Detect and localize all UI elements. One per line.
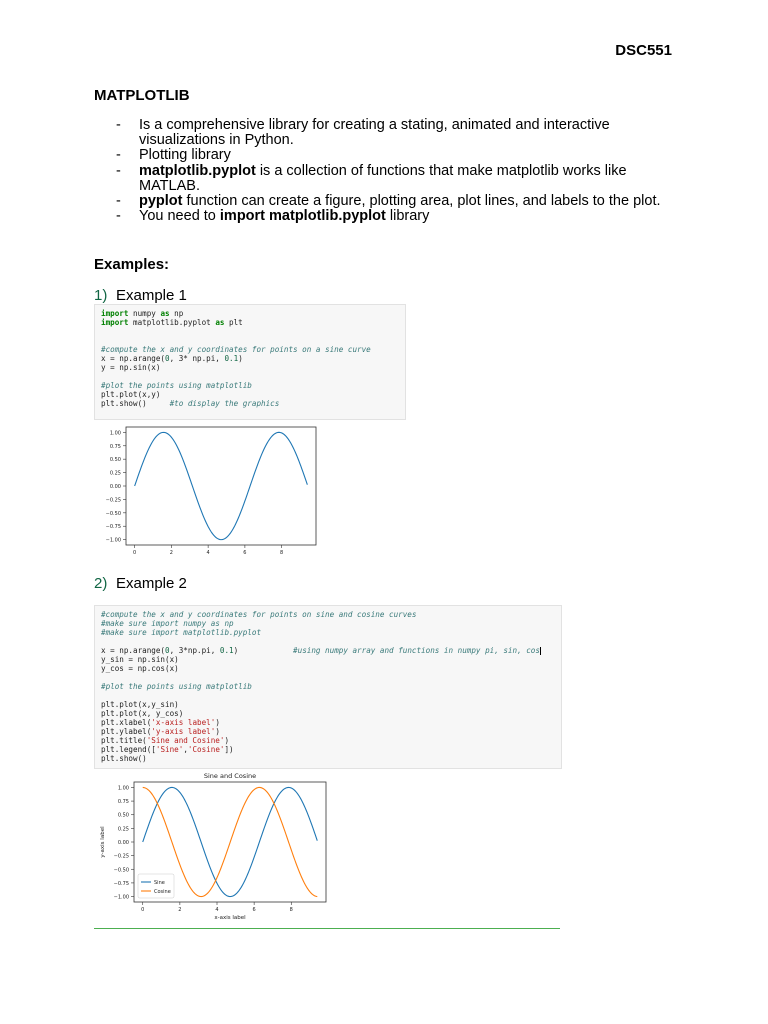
x-tick-label: 4	[206, 550, 210, 556]
y-tick-label: −0.50	[113, 867, 129, 874]
sine-chart	[94, 422, 324, 556]
code-token: )	[233, 646, 294, 655]
code-line	[101, 754, 147, 763]
code-token: plt.ylabel(	[101, 727, 152, 736]
code-line	[101, 619, 234, 628]
plot-frame	[126, 427, 316, 545]
code-token: y_cos = np.cos(x)	[101, 664, 179, 673]
code-token: #make sure import numpy as np	[101, 619, 234, 628]
x-tick-label: 0	[141, 907, 145, 913]
sine-cosine-chart	[94, 770, 334, 924]
text-cursor	[540, 647, 541, 655]
course-code: DSC551	[615, 42, 672, 59]
code-token: import	[101, 318, 129, 327]
x-axis-label: x-axis label	[214, 915, 246, 921]
code-token: np	[169, 309, 184, 318]
x-tick-label: 2	[178, 907, 182, 913]
code-line	[101, 727, 220, 736]
bullet-text	[139, 118, 679, 148]
code-line	[101, 309, 183, 318]
y-tick-label: 0.25	[109, 470, 121, 477]
x-tick-label: 8	[289, 907, 293, 913]
y-tick-label: −1.00	[113, 894, 129, 901]
code-line	[101, 682, 252, 691]
code-token: #compute the x and y coordinates for points on a sine curve	[101, 345, 371, 354]
y-tick-label: 1.00	[117, 785, 129, 792]
y-tick-label: 0.00	[117, 840, 129, 846]
code-token: #compute the x and y coordinates for points on sine and cosine curves	[101, 610, 417, 619]
chart-title: Sine and Cosine	[203, 772, 257, 780]
code-token: ,	[183, 745, 188, 754]
code-line	[101, 381, 252, 390]
section-divider	[94, 928, 560, 929]
legend-label: Cosine	[154, 889, 171, 895]
code-line	[101, 745, 234, 754]
code-token: y = np.sin(x)	[101, 363, 161, 372]
code-token: x = np.arange(	[101, 354, 166, 363]
code-line	[101, 709, 183, 718]
code-cell-example-2	[94, 605, 562, 769]
y-tick-label: 0.00	[109, 484, 121, 490]
y-tick-label: 0.50	[117, 812, 129, 819]
code-token: plt.xlabel(	[101, 718, 152, 727]
code-line	[101, 354, 243, 363]
page-heading: MATPLOTLIB	[94, 87, 190, 104]
example-1-number: 1)	[94, 287, 108, 304]
code-line	[101, 610, 416, 619]
code-token: )	[224, 736, 230, 745]
y-tick-label: 0.75	[109, 443, 121, 450]
code-token: x = np.arange(	[101, 646, 166, 655]
bullet-text-run: MATLAB.	[139, 177, 200, 194]
x-tick-label: 6	[252, 907, 256, 913]
y-tick-label: 0.75	[117, 799, 129, 806]
bullet-dash: -	[116, 193, 121, 209]
code-token: )	[215, 718, 220, 727]
code-token: plt.title(	[101, 736, 147, 745]
example-2-title: Example 2	[116, 575, 187, 592]
code-token: 0	[165, 354, 170, 363]
code-line	[101, 628, 261, 637]
code-token: 'y-axis label'	[151, 727, 216, 736]
code-line	[101, 646, 541, 655]
code-token: plt.show()	[101, 754, 147, 763]
code-token: plt.plot(x, y_cos)	[101, 709, 184, 718]
code-line	[101, 318, 243, 327]
y-tick-label: 1.00	[109, 430, 121, 437]
bullet-text-run: You need to	[139, 208, 220, 225]
y-tick-label: −1.00	[105, 537, 121, 544]
y-tick-label: 0.25	[117, 826, 129, 833]
bullet-dash: -	[116, 208, 121, 225]
code-token: y_sin = np.sin(x)	[101, 655, 179, 664]
code-line	[101, 390, 160, 399]
code-token: 0.1	[224, 354, 239, 363]
y-tick-label: −0.25	[113, 853, 129, 860]
bullet-text-run: function can create a figure, plotting area, plot lines, and labels to the plot.	[182, 193, 661, 209]
code-line	[101, 718, 220, 727]
bullet-text-run: library	[385, 208, 430, 225]
code-line	[101, 664, 179, 673]
code-token: , 3* np.pi,	[169, 354, 225, 363]
example-2-number: 2)	[94, 575, 108, 592]
bullet-bold-term: import matplotlib.pyplot	[219, 208, 386, 225]
code-token: )	[238, 354, 243, 363]
code-token: 'x-axis label'	[151, 718, 216, 727]
code-token: )	[215, 727, 220, 736]
code-line	[101, 655, 179, 664]
code-token: 'Sine'	[155, 745, 184, 754]
code-token: 0.1	[219, 646, 234, 655]
code-token: plt.legend([	[101, 745, 156, 754]
code-token: #make sure import matplotlib.pyplot	[101, 628, 262, 637]
code-token: plt.plot(x,y)	[101, 390, 161, 399]
bullet-bold-term: matplotlib.pyplot	[139, 162, 256, 179]
x-tick-label: 8	[280, 550, 284, 556]
code-line	[101, 363, 160, 372]
code-token: #plot the points using matplotlib	[101, 381, 252, 390]
code-line	[101, 399, 279, 408]
code-token: #using numpy array and functions in numpy pi, sin, cos	[293, 646, 540, 655]
code-token: #to display the graphics	[169, 399, 280, 408]
code-token: 'Sine and Cosine'	[146, 736, 225, 745]
bullet-text	[139, 209, 679, 224]
code-token: , 3*np.pi,	[169, 646, 220, 655]
code-line	[101, 345, 371, 354]
chart-legend	[138, 874, 174, 898]
code-token: 'Cosine'	[187, 745, 225, 754]
x-tick-label: 0	[133, 550, 137, 556]
y-tick-label: −0.25	[105, 497, 121, 504]
x-tick-label: 2	[169, 550, 173, 556]
code-token: plt.plot(x,y_sin)	[101, 700, 179, 709]
bullet-text-run: is a collection of functions that make matplotlib works like	[255, 162, 627, 179]
x-tick-label: 4	[215, 907, 219, 913]
y-tick-label: −0.75	[113, 880, 129, 887]
legend-label: Sine	[154, 880, 165, 886]
bullet-text	[139, 164, 679, 194]
bullet-bold-term: pyplot	[139, 193, 183, 209]
code-token: plt	[224, 318, 243, 327]
examples-heading: Examples:	[94, 256, 170, 273]
bullet-text-run: visualizations in Python.	[139, 132, 294, 149]
code-token: ])	[224, 745, 234, 754]
y-axis-label: y-axis label	[100, 826, 106, 858]
bullet-dash: -	[116, 162, 121, 179]
bullet-dash: -	[116, 117, 121, 133]
code-token: plt.show()	[101, 399, 170, 408]
y-tick-label: −0.75	[105, 524, 121, 531]
bullet-dash: -	[116, 147, 121, 164]
code-token: numpy	[128, 309, 161, 318]
code-token: #plot the points using matplotlib	[101, 682, 252, 691]
example-1-title: Example 1	[116, 287, 187, 304]
bullet-text	[139, 148, 679, 163]
code-line	[101, 736, 229, 745]
code-token: import	[101, 309, 129, 318]
y-tick-label: 0.50	[109, 457, 121, 464]
x-tick-label: 6	[243, 550, 247, 556]
code-token: as	[160, 309, 170, 318]
code-token: matplotlib.pyplot	[128, 318, 216, 327]
code-token: as	[215, 318, 225, 327]
bullet-text	[139, 194, 679, 209]
code-line	[101, 700, 179, 709]
code-cell-example-1	[94, 304, 406, 420]
code-token: 0	[165, 646, 170, 655]
bullet-text-run: Is a comprehensive library for creating a stating, animated and interactive	[139, 117, 610, 133]
y-tick-label: −0.50	[105, 510, 121, 517]
bullet-text-run: Plotting library	[139, 147, 231, 164]
